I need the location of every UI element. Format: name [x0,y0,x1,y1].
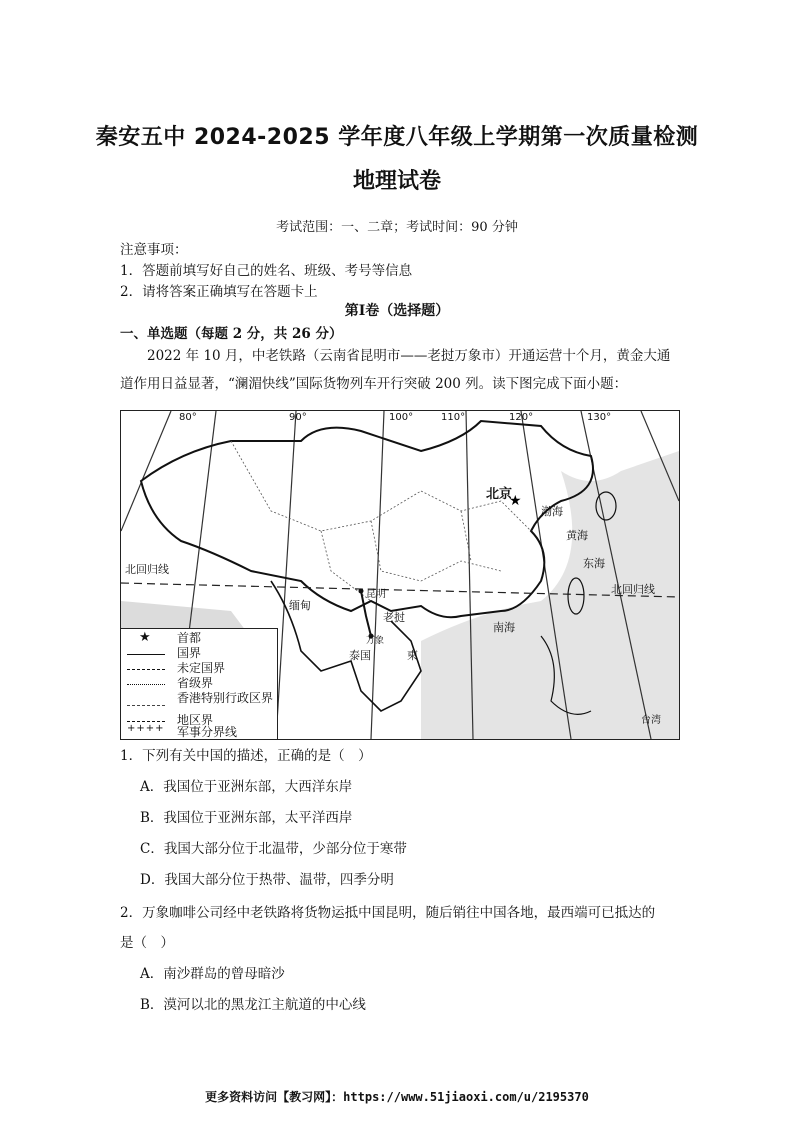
map-legend [121,628,278,739]
longitude-label: 110° [441,412,466,423]
legend-item: 国界 [127,648,277,661]
label-beijing: 北京 [486,487,513,502]
plus-line-icon: ++++ [127,723,165,734]
label-myanmar: 缅甸 [289,599,311,612]
label-tropic-right: 北回归线 [611,583,655,596]
label-nanhai: 南海 [493,621,515,634]
legend-item: 省级界 [127,678,277,691]
label-bottom-right: 台湾 [641,715,661,726]
longitude-label: 90° [289,412,307,423]
question-1-option-c: C．我国大部分位于北温带，少部分位于寒带 [140,841,407,857]
label-bohai: 渤海 [541,505,563,518]
label-cambodia: 柬 [407,649,418,662]
longitude-label: 80° [179,412,197,423]
passage: 2022 年 10 月，中老铁路（云南省昆明市——老挝万象市）开通运营十个月，黄金大通道作用日益显著，“澜湄快线”国际货物列车开行突破 200 列。读下图完成下面小题： [120,348,671,392]
footer-link[interactable]: 更多资料访问【教习网】：https://www.51jiaoxi.com/u/2195370 [205,1090,589,1104]
label-laos: 老挝 [383,611,405,624]
longitude-label: 130° [587,412,612,423]
question-1-stem: 1．下列有关中国的描述，正确的是（ ） [120,748,372,764]
legend-item: 香港特别行政区界 [127,693,277,719]
exam-title: 秦安五中 2024-2025 学年度八年级上学期第一次质量检测 [95,125,699,150]
question-2-stem: 2．万象咖啡公司经中老铁路将货物运抵中国昆明，随后销往中国各地，最西端可已抵达的 [120,905,656,921]
capital-star-icon: ★ [509,493,522,509]
question-2-option-a: A．南沙群岛的曾母暗沙 [140,966,285,982]
question-2-option-b: B．漠河以北的黑龙江主航道的中心线 [140,997,366,1013]
china-map-figure [120,410,680,740]
exam-subtitle: 地理试卷 [352,169,441,194]
label-huanghai: 黄海 [566,529,588,542]
question-1-option-a: A．我国位于亚洲东部，大西洋东岸 [140,779,353,795]
note-item: 1．答题前填写好自己的姓名、班级、考号等信息 [120,263,413,279]
question-2-stem-cont: 是（ ） [120,935,174,951]
legend-item: 地区界 [127,715,277,728]
label-donghai: 东海 [583,557,605,570]
star-icon: ★ [139,630,151,645]
question-1-option-d: D．我国大部分位于热带、温带，四季分明 [140,872,394,888]
legend-item: ++++ 军事分界线 [127,723,238,739]
notes-heading: 注意事项： [120,242,188,258]
legend-item: ★ 首都 [139,630,202,645]
longitude-label: 100° [389,412,414,423]
question-1-option-b: B．我国位于亚洲东部，太平洋西岸 [140,810,353,826]
section-title: 第Ⅰ卷（选择题） [344,303,450,319]
exam-meta: 考试范围：一、二章；考试时间：90 分钟 [276,220,518,235]
label-vientiane: 万象 [366,636,385,646]
part-heading: 一、单选题（每题 2 分，共 26 分） [120,326,343,342]
longitude-label: 120° [509,412,534,423]
label-tropic-left: 北回归线 [125,563,169,576]
label-kunming: 昆明 [366,589,386,600]
note-item: 2．请将答案正确填写在答题卡上 [120,284,318,300]
legend-item: 未定国界 [127,663,277,676]
label-thailand: 泰国 [349,649,371,662]
